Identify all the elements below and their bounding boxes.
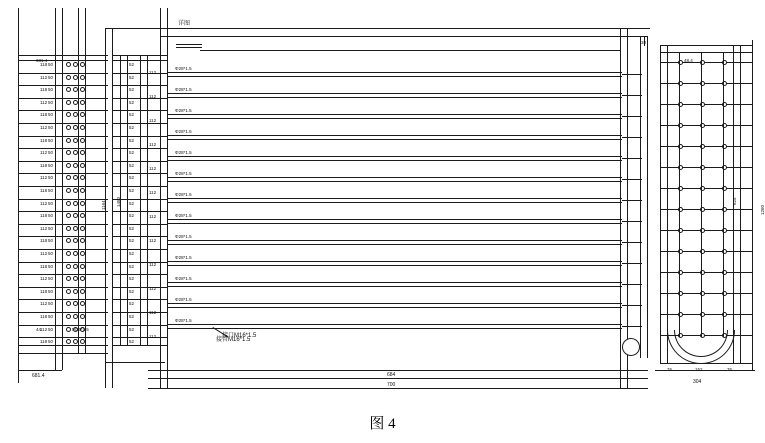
- mid-ladder-rung: [112, 85, 168, 86]
- ladder-rung: [18, 110, 108, 111]
- tube-connector: [622, 221, 642, 222]
- ladder-rung: [18, 123, 108, 124]
- mid-ladder-label: 52: [129, 326, 135, 332]
- left-bottom-label: 681.4: [32, 373, 45, 379]
- node-dot: [66, 87, 71, 92]
- node-dot: [66, 251, 71, 256]
- mid-block-top: [112, 55, 168, 56]
- detail-title: 详图: [178, 21, 191, 27]
- frame-bottom-edge: [148, 370, 648, 371]
- frame-line-right-sec-left: [660, 45, 661, 363]
- left-block-bottom2: [18, 353, 108, 354]
- left-note-m24: M24*1.5: [72, 327, 89, 332]
- node-dot: [80, 264, 85, 269]
- mid-ladder-label: 52: [129, 74, 135, 80]
- mid-ladder-rung: [112, 312, 168, 313]
- left-block-bottom3: [18, 370, 62, 371]
- mid-ladder-label: 52: [129, 276, 135, 282]
- ladder-col2-label: 50: [48, 314, 54, 319]
- mid-ladder-label: 52: [129, 200, 135, 206]
- ladder-row-label: 118: [40, 213, 48, 219]
- left-vertical-dim: 1164: [101, 200, 106, 210]
- mid-ladder-label: 52: [129, 99, 135, 105]
- node-dot: [66, 276, 71, 281]
- ladder-row-label: 112: [40, 276, 48, 282]
- ladder-col2-label: 50: [48, 74, 54, 80]
- right-grid-line: [660, 230, 753, 231]
- frame-line-mid-2: [112, 28, 113, 388]
- right-dim-76-left: 76: [667, 367, 673, 372]
- node-dot: [66, 314, 71, 319]
- right-grid-line: [660, 314, 753, 315]
- node-dot: [66, 226, 71, 231]
- tube-label: Φ28*1.5: [175, 297, 192, 302]
- node-dot: [80, 251, 85, 256]
- mid-ladder-col-label: 112: [149, 238, 157, 243]
- tube-connector: [622, 242, 642, 243]
- mid-ladder-rung: [112, 73, 168, 74]
- mid-ladder-label: 52: [129, 188, 135, 193]
- ladder-col2-label: 50: [48, 326, 54, 332]
- tube-label: Φ28*1.5: [175, 66, 192, 71]
- node-dot: [73, 163, 78, 168]
- tube-label: Φ28*1.5: [175, 192, 192, 197]
- mid-ladder-label: 52: [129, 288, 135, 294]
- frame-line-core-right2: [627, 28, 628, 388]
- tube-line: [167, 76, 622, 77]
- left-block-top: [18, 55, 108, 56]
- tube-line: [167, 135, 622, 136]
- tube-label: Φ28*1.5: [175, 129, 192, 134]
- frame-line-right-outer: [752, 40, 753, 370]
- mid-ladder-rung: [112, 249, 168, 250]
- mid-ladder-label: 52: [129, 112, 135, 118]
- bottom-dim-main: 684: [387, 372, 396, 378]
- mid-ladder-col-label: 112: [149, 334, 157, 339]
- frame-bottom-edge-2: [148, 378, 648, 379]
- right-grid-line: [660, 62, 753, 63]
- ladder-row-label: 118: [40, 162, 48, 168]
- frame-line-right-3: [640, 36, 641, 358]
- frame-line-left-outer: [18, 8, 19, 383]
- node-dot: [66, 213, 71, 218]
- tube-line: [167, 181, 622, 182]
- right-grid-vline: [701, 52, 702, 337]
- tube-label: Φ28*1.5: [175, 255, 192, 260]
- ladder-col2-label: 50: [48, 188, 54, 193]
- node-dot: [80, 100, 85, 105]
- ladder-row-label: 112: [40, 326, 48, 332]
- ladder-row-label: 118: [40, 188, 48, 193]
- figure-caption: 图 4: [369, 416, 396, 432]
- ladder-row-label: 118: [40, 339, 48, 345]
- ladder-row-label: 112: [40, 301, 48, 307]
- ladder-col2-label: 50: [48, 339, 54, 345]
- node-dot: [66, 327, 71, 332]
- mid-ladder-col-label: 112: [149, 166, 157, 171]
- tube-label: Φ28*1.5: [175, 213, 192, 218]
- tube-line: [167, 265, 622, 266]
- right-vertical-dim2: 625: [732, 197, 737, 205]
- mid-ladder-rung: [112, 110, 168, 111]
- ladder-col2-label: 50: [48, 213, 54, 219]
- node-dot: [80, 226, 85, 231]
- thread-note-2: 接管M16*1.5: [216, 337, 251, 343]
- tube-connector: [622, 74, 642, 75]
- node-dot: [66, 112, 71, 117]
- ladder-row-label: 112: [40, 225, 48, 231]
- ladder-row-label: 118: [40, 137, 48, 143]
- tube-line: [167, 160, 622, 161]
- left-vertical-dim2: 1450: [116, 196, 121, 207]
- node-dot: [80, 75, 85, 80]
- ladder-row-label: 118: [40, 112, 48, 118]
- detail-underline-1: [176, 44, 202, 45]
- mid-ladder-label: 52: [129, 225, 135, 231]
- ladder-col2-label: 50: [48, 87, 54, 93]
- ladder-col2-label: 50: [48, 238, 54, 244]
- tube-line: [167, 118, 622, 119]
- tube-line: [167, 139, 622, 140]
- node-dot: [66, 264, 71, 269]
- frame-top-edge-2: [105, 28, 650, 29]
- tube-line: [167, 97, 622, 98]
- tube-connector: [622, 263, 642, 264]
- detail-underline-2: [176, 47, 202, 48]
- mid-ladder-col-label: 112: [149, 70, 157, 75]
- node-dot: [66, 75, 71, 80]
- ladder-rung: [18, 199, 108, 200]
- ladder-rung: [18, 60, 108, 61]
- tube-connector: [622, 158, 642, 159]
- ladder-row-label: 112: [40, 125, 48, 130]
- mid-ladder-label: 52: [129, 150, 135, 156]
- frame-bottom-edge-3: [148, 388, 648, 389]
- tube-line: [167, 240, 622, 241]
- mid-ladder-rung: [112, 287, 168, 288]
- tube-label: Φ28*1.5: [175, 150, 192, 155]
- ladder-col2-label: 50: [48, 251, 54, 256]
- node-dot: [73, 314, 78, 319]
- right-dim-total: 304: [693, 379, 702, 385]
- node-dot: [66, 150, 71, 155]
- node-dot: [73, 289, 78, 294]
- right-grid-line: [660, 335, 753, 336]
- tube-line: [167, 303, 622, 304]
- ladder-rung: [18, 299, 108, 300]
- tube-line: [167, 114, 622, 115]
- ladder-row-label: 118: [40, 288, 48, 294]
- ladder-rung: [18, 211, 108, 212]
- ladder-col2-label: 50: [48, 225, 54, 231]
- ladder-col2-label: 50: [48, 162, 54, 168]
- ladder-rung: [18, 337, 108, 338]
- mid-ladder-rung: [112, 148, 168, 149]
- tube-line: [167, 261, 622, 262]
- mid-ladder-label: 52: [129, 137, 135, 143]
- ladder-col2-label: 50: [48, 137, 54, 143]
- ladder-row-label: 112: [40, 74, 48, 80]
- mid-ladder-col-label: 112: [149, 262, 157, 267]
- bottom-dim-total: 700: [387, 382, 396, 388]
- right-grid-line: [660, 188, 753, 189]
- right-grid-line: [660, 167, 753, 168]
- ladder-row-label: 112: [40, 175, 48, 181]
- tube-label: Φ28*1.5: [175, 171, 192, 176]
- node-dot: [66, 301, 71, 306]
- tube-line: [167, 328, 622, 329]
- ladder-rung: [18, 249, 108, 250]
- ladder-rung: [18, 161, 108, 162]
- tube-connector: [622, 95, 642, 96]
- tube-line: [167, 177, 622, 178]
- ladder-rung: [18, 173, 108, 174]
- mid-ladder-rung: [112, 337, 168, 338]
- ladder-col2-label: 50: [48, 62, 54, 67]
- node-dot: [73, 251, 78, 256]
- node-dot: [80, 138, 85, 143]
- mid-ladder-rung: [112, 136, 168, 137]
- right-sec-top: [660, 45, 753, 46]
- mid-ladder-col-label: 112: [149, 310, 157, 315]
- tube-label: Φ28*1.5: [175, 87, 192, 92]
- mid-ladder-rung: [112, 274, 168, 275]
- mid-ladder-col-label: 112: [149, 142, 157, 147]
- node-dot: [73, 75, 78, 80]
- tube-line: [167, 307, 622, 308]
- tube-label: Φ28*1.5: [175, 108, 192, 113]
- ladder-row-label: 118: [40, 238, 48, 244]
- node-dot: [66, 100, 71, 105]
- ladder-row-label: 118: [40, 87, 48, 93]
- ladder-row-label: 118: [40, 62, 48, 67]
- mid-ladder-rung: [112, 173, 168, 174]
- tube-line: [167, 219, 622, 220]
- mid-ladder-label: 52: [129, 125, 135, 130]
- tube-line: [167, 223, 622, 224]
- mid-ladder-col-label: 112: [149, 286, 157, 291]
- node-dot: [80, 314, 85, 319]
- ladder-col2-label: 50: [48, 276, 54, 282]
- tube-connector: [622, 284, 642, 285]
- mid-ladder-label: 52: [129, 339, 135, 345]
- ladder-rung: [18, 98, 108, 99]
- ladder-row-label: 112: [40, 150, 48, 156]
- tube-connector: [622, 200, 642, 201]
- ladder-rung: [18, 312, 108, 313]
- mid-ladder-col-label: 112: [149, 118, 157, 123]
- node-dot: [73, 100, 78, 105]
- ladder-rung: [18, 186, 108, 187]
- ladder-rung: [18, 274, 108, 275]
- mid-ladder-label: 52: [129, 213, 135, 219]
- ladder-col2-label: 50: [48, 200, 54, 206]
- node-dot: [80, 125, 85, 130]
- tube-line: [167, 282, 622, 283]
- mid-block-bottom: [112, 345, 168, 346]
- node-dot: [73, 125, 78, 130]
- right-top-label: 48.4: [684, 58, 693, 63]
- right-grid-line: [660, 104, 753, 105]
- right-sec-top2: [660, 52, 753, 53]
- mid-ladder-label: 52: [129, 62, 135, 67]
- top-plate-line: [200, 50, 620, 51]
- right-grid-line: [660, 209, 753, 210]
- left-block-bottom: [18, 345, 108, 346]
- ladder-rung: [18, 325, 108, 326]
- node-dot: [66, 188, 71, 193]
- right-grid-vline: [679, 52, 680, 337]
- mid-ladder-rung: [112, 262, 168, 263]
- mid-ladder-col-label: 112: [149, 94, 157, 99]
- node-dot: [73, 62, 78, 67]
- right-dim-76-right: 76: [727, 367, 733, 372]
- mid-ladder-rung: [112, 236, 168, 237]
- node-dot: [80, 188, 85, 193]
- thread-note: 接口M16*1.5: [222, 333, 257, 339]
- ladder-row-label: 112: [40, 99, 48, 105]
- node-dot: [73, 138, 78, 143]
- ladder-col2-label: 50: [48, 288, 54, 294]
- node-dot: [66, 125, 71, 130]
- tube-label: Φ28*1.5: [175, 318, 192, 323]
- mid-ladder-label: 52: [129, 251, 135, 256]
- frame-line-right-sec-left2: [667, 45, 668, 363]
- ladder-rung: [18, 236, 108, 237]
- ladder-row-label: 118: [40, 314, 48, 319]
- frame-line-left-3: [62, 8, 63, 370]
- ladder-rung: [18, 224, 108, 225]
- right-grid-line: [660, 146, 753, 147]
- node-dot: [73, 264, 78, 269]
- tube-line: [167, 72, 622, 73]
- tube-connector: [622, 137, 642, 138]
- tube-line: [167, 156, 622, 157]
- frame-top-edge: [160, 36, 648, 37]
- tube-line: [167, 286, 622, 287]
- node-dot: [73, 188, 78, 193]
- ladder-col2-label: 50: [48, 99, 54, 105]
- node-dot: [66, 163, 71, 168]
- top-small-label: 38: [641, 40, 647, 45]
- node-dot: [80, 201, 85, 206]
- ladder-rung: [18, 85, 108, 86]
- tube-connector: [622, 116, 642, 117]
- node-dot: [66, 289, 71, 294]
- mid-ladder-rung: [112, 123, 168, 124]
- mid-ladder-label: 52: [129, 87, 135, 93]
- ladder-row-label: 112: [40, 251, 48, 256]
- node-dot: [80, 289, 85, 294]
- ladder-rung: [18, 148, 108, 149]
- node-dot: [66, 175, 71, 180]
- ladder-col2-label: 50: [48, 263, 54, 269]
- ladder-rung: [18, 262, 108, 263]
- tube-connector: [622, 305, 642, 306]
- mid-ladder-rung: [112, 186, 168, 187]
- node-dot: [66, 339, 71, 344]
- right-grid-line: [660, 251, 753, 252]
- ladder-col2-label: 50: [48, 125, 54, 130]
- right-grid-vline: [723, 52, 724, 337]
- tube-connector: [622, 326, 642, 327]
- frame-bottom-edge-4: [105, 362, 165, 363]
- mid-ladder-label: 52: [129, 162, 135, 168]
- drain-circle: [622, 338, 640, 356]
- right-dim-152: 152: [695, 367, 703, 372]
- right-grid-line: [660, 125, 753, 126]
- mid-ladder-rung: [112, 325, 168, 326]
- node-dot: [80, 163, 85, 168]
- node-dot: [73, 201, 78, 206]
- mid-ladder-label: 52: [129, 175, 135, 181]
- frame-line-core-right: [620, 28, 621, 388]
- left-stack-label: 681.4: [36, 58, 48, 63]
- ladder-col2-label: 50: [48, 112, 54, 118]
- right-grid-line: [660, 293, 753, 294]
- mid-ladder-label: 52: [129, 263, 135, 269]
- mid-ladder-rung: [112, 161, 168, 162]
- mid-ladder-col-label: 112: [149, 214, 157, 219]
- mid-ladder-label: 52: [129, 238, 135, 244]
- tube-line: [167, 93, 622, 94]
- node-dot: [80, 62, 85, 67]
- frame-line-right-4: [647, 36, 648, 358]
- right-vertical-dim: 1260: [760, 204, 765, 215]
- mid-ladder-rung: [112, 211, 168, 212]
- frame-line-right-sec-right2: [740, 45, 741, 363]
- right-grid-line: [660, 272, 753, 273]
- mid-ladder-rung: [112, 60, 168, 61]
- mid-ladder-label: 52: [129, 301, 135, 307]
- tube-connector: [622, 179, 642, 180]
- tube-line: [167, 202, 622, 203]
- mid-ladder-label: 52: [129, 314, 135, 319]
- mid-ladder-col-label: 112: [149, 190, 157, 195]
- mid-ladder-rung: [112, 224, 168, 225]
- ladder-col2-label: 50: [48, 175, 54, 181]
- node-dot: [66, 201, 71, 206]
- node-dot: [73, 226, 78, 231]
- ladder-row-label: 118: [40, 263, 48, 269]
- ladder-rung: [18, 287, 108, 288]
- node-dot: [66, 238, 71, 243]
- ladder-row-label: 112: [40, 200, 48, 206]
- left-note-44: 44: [36, 327, 42, 332]
- mid-ladder-rung: [112, 98, 168, 99]
- mid-ladder-rung: [112, 299, 168, 300]
- tube-line: [167, 324, 622, 325]
- ladder-rung: [18, 136, 108, 137]
- frame-line-left-2: [55, 8, 56, 370]
- tube-line: [167, 244, 622, 245]
- ladder-col2-label: 50: [48, 150, 54, 156]
- node-dot: [66, 138, 71, 143]
- tube-label: Φ28*1.5: [175, 276, 192, 281]
- right-grid-line: [660, 83, 753, 84]
- ladder-col2-label: 50: [48, 301, 54, 307]
- ladder-rung: [18, 73, 108, 74]
- tube-label: Φ28*1.5: [175, 234, 192, 239]
- tube-line: [167, 198, 622, 199]
- node-dot: [66, 62, 71, 67]
